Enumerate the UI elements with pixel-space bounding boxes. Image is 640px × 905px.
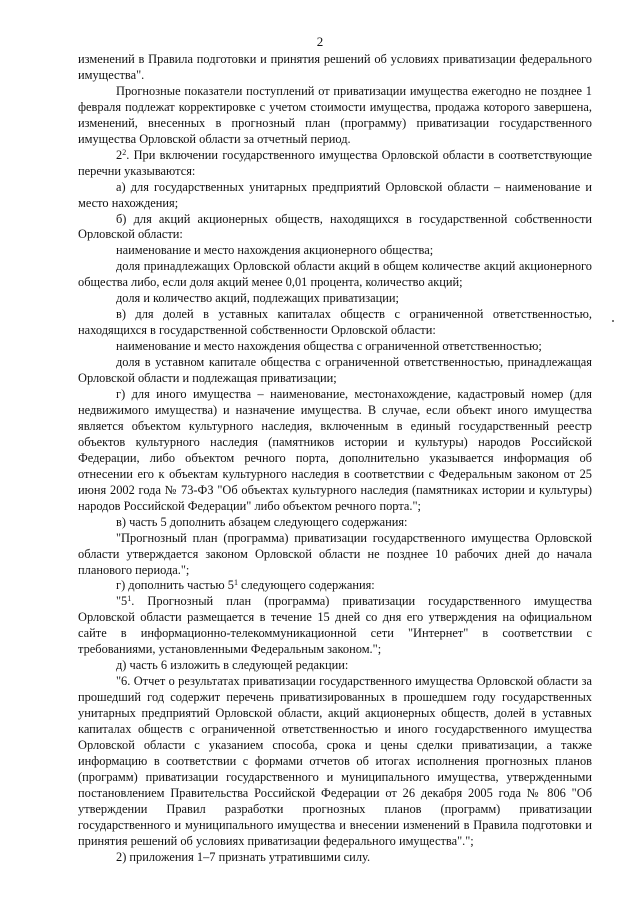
superscript-index: 1	[233, 578, 238, 588]
page-number: 2	[316, 34, 324, 49]
paragraph	[78, 180, 592, 212]
superscript-index: 1	[127, 594, 132, 604]
paragraph	[78, 594, 592, 658]
paragraph	[78, 84, 592, 148]
document-body	[78, 52, 592, 866]
paragraph-text: 2) приложения 1–7 признать утратившими силу.	[116, 849, 371, 864]
paragraph-text: доля в уставном капитале общества с ограниченной ответственностью, принадлежащая Орловской области и подлежащая приватизации;	[78, 355, 592, 386]
paragraph-text: доля и количество акций, подлежащих приватизации;	[116, 291, 399, 306]
paragraph-text: в) часть 5 дополнить абзацем следующего содержания:	[116, 514, 408, 529]
paragraph-text: а) для государственных унитарных предприятий Орловской области – наименование и место нахождения;	[78, 179, 592, 210]
paragraph-text: . Прогнозный план (программа) приватизации государственного имущества Орловской области размещается в течение 15 дней со дня его утверждения на официальном сайте в информационно-телекоммуникационной сети "Интернет" в соответствии с требованиями, установленными Федеральным законом.";	[78, 594, 592, 657]
paragraph	[78, 674, 592, 849]
paragraph-text: наименование и место нахождения общества с ограниченной ответственностью;	[116, 339, 542, 354]
paragraph-prefix: г) дополнить частью 5	[116, 578, 234, 593]
paragraph	[78, 212, 592, 244]
scan-artifact-dot	[612, 320, 614, 322]
paragraph	[78, 243, 592, 259]
paragraph-text: . При включении государственного имущества Орловской области в соответствующие перечни указываются:	[78, 147, 592, 178]
paragraph	[78, 355, 592, 387]
paragraph	[78, 291, 592, 307]
paragraph-text: б) для акций акционерных обществ, находящихся в государственной собственности Орловской области:	[78, 211, 592, 242]
paragraph	[78, 515, 592, 531]
paragraph-text: Прогнозные показатели поступлений от приватизации имущества ежегодно не позднее 1 февраля подлежат корректировке с учетом стоимости имущества, продажа которого завершена, изменений, внесенных в прогнозный план (программу) приватизации государственного имущества Орловской области за отчетный период.	[78, 83, 592, 146]
paragraph-text: д) часть 6 изложить в следующей редакции:	[116, 658, 349, 673]
paragraph-text: наименование и место нахождения акционерного общества;	[116, 243, 434, 258]
paragraph-text: изменений в Правила подготовки и принятия решений об условиях приватизации федерального имущества".	[78, 52, 592, 82]
paragraph-text: "6. Отчет о результатах приватизации государственного имущества Орловской области за прошедший год содержит перечень приватизированных в прошедшем году государственных унитарных предприятий Орловской области, акций акционерных обществ, долей в уставных капиталах обществ с ограниченной ответственностью и иного государственного имущества Орловской области с указанием способа, срока и цены сделки приватизации, а также информацию в соответствии с формами отчетов об итогах исполнения прогнозных планов (программ) приватизации государственного и муниципального имущества, утвержденными постановлением Правительства Российской Федерации от 26 декабря 2005 года № 806 "Об утверждении Правил разработки прогнозных планов (программ) приватизации государственного и муниципального имущества и внесении изменений в Правила подготовки и принятия решений об условиях приватизации федерального имущества".";	[78, 674, 592, 848]
paragraph-text: следующего содержания:	[237, 578, 375, 593]
paragraph	[78, 658, 592, 674]
paragraph-text: г) для иного имущества – наименование, местонахождение, кадастровый номер (для недвижимого имущества) и назначение имущества. В случае, если объект иного имущества является объектом культурного наследия, включенным в единый государственный реестр объектов культурного наследия (памятников истории и культуры) народов Российской Федерации, либо объектом речного порта, дополнительно указывается информация об отнесении его к объектам культурного наследия в соответствии с Федеральным законом от 25 июня 2002 года № 73-ФЗ "Об объектах культурного наследия (памятниках истории и культуры) народов Российской Федерации" либо объектом речного порта.";	[78, 387, 592, 513]
paragraph	[78, 850, 592, 866]
paragraph-prefix: "5	[116, 594, 128, 609]
paragraph-text: "Прогнозный план (программа) приватизации государственного имущества Орловской области утверждается законом Орловской области не позднее 10 рабочих дней до начала планового периода.";	[78, 530, 592, 577]
paragraph	[78, 578, 592, 594]
paragraph	[78, 307, 592, 339]
paragraph	[78, 52, 592, 84]
paragraph	[78, 387, 592, 515]
paragraph-prefix: 2	[116, 147, 123, 162]
superscript-index: 2	[122, 147, 127, 157]
paragraph-text: в) для долей в уставных капиталах обществ с ограниченной ответственностью, находящихся в государственной собственности Орловской области:	[78, 307, 592, 338]
paragraph	[78, 531, 592, 579]
paragraph	[78, 339, 592, 355]
paragraph-text: доля принадлежащих Орловской области акций в общем количестве акций акционерного общества либо, если доля акций менее 0,01 процента, количество акций;	[78, 259, 592, 290]
paragraph	[78, 148, 592, 180]
paragraph	[78, 259, 592, 291]
